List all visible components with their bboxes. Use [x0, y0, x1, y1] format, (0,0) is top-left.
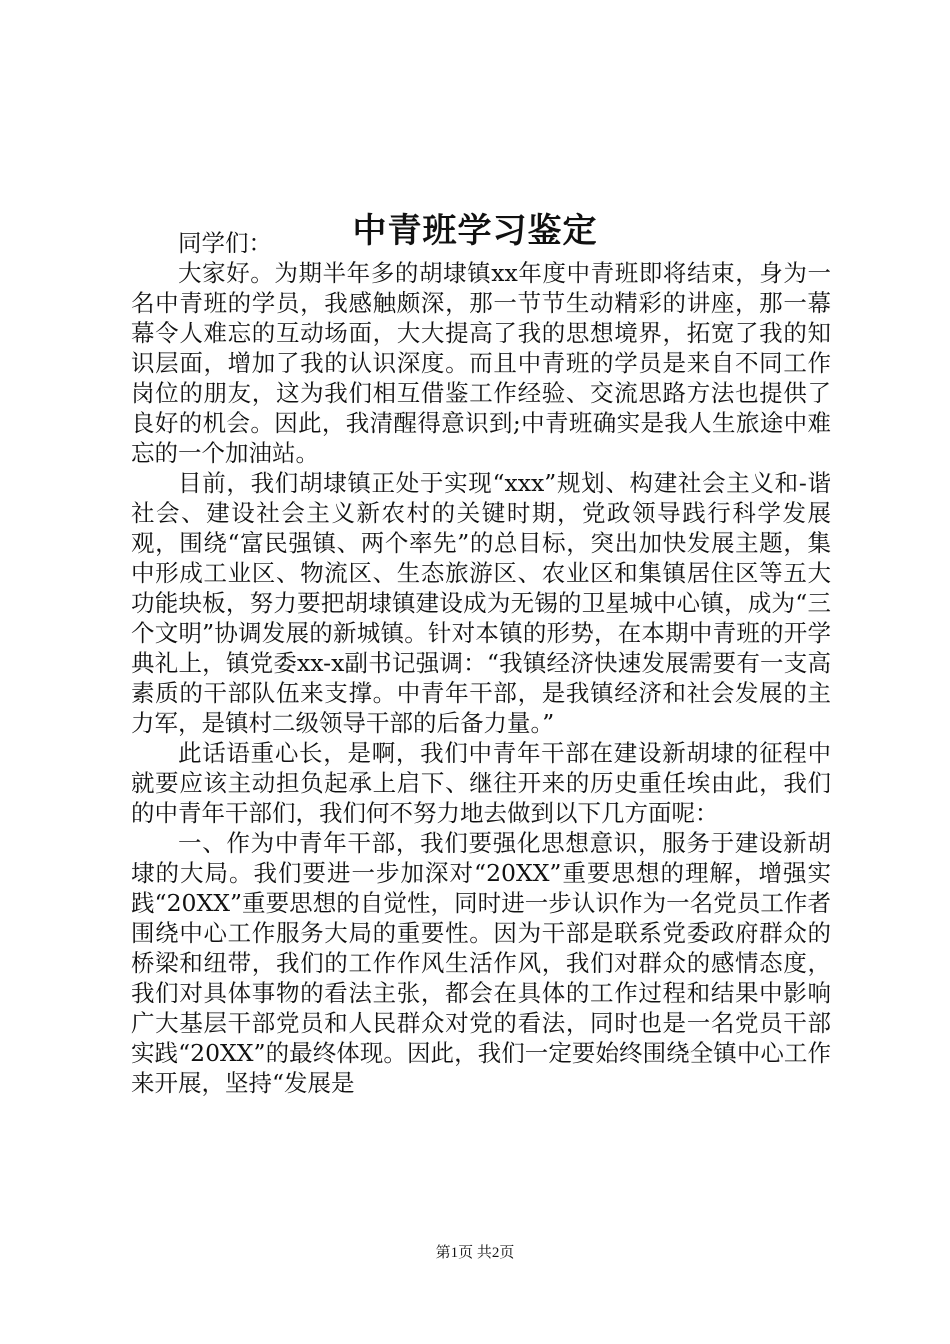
- document-title: 中青班学习鉴定: [352, 210, 598, 251]
- body-paragraph: 此话语重心长，是啊，我们中青年干部在建设新胡埭的征程中就要应该主动担负起承上启下、继往开来的历史重任埃由此，我们的中青年干部们，我们何不努力地去做到以下几方面呢：: [131, 739, 831, 827]
- body-paragraph: 一、作为中青年干部，我们要强化思想意识，服务于建设新胡埭的大局。我们要进一步加深对“20XX”重要思想的理解，增强实践“20XX”重要思想的自觉性，同时进一步认识作为一名党员工作者围绕中心工作服务大局的重要性。因为干部是联系党委政府群众的桥梁和纽带，我们的工作作风生活作风，我们对群众的感情态度，我们对具体事物的看法主张，都会在具体的工作过程和结果中影响广大基层干部党员和人民群众对党的看法，同时也是一名党员干部实践“20XX”的最终体现。因此，我们一定要始终围绕全镇中心工作来开展，坚持“发展是: [131, 829, 831, 1097]
- page-number-footer: 第1页 共2页: [435, 1245, 515, 1261]
- body-paragraph: 大家好。为期半年多的胡埭镇xx年度中青班即将结束，身为一名中青班的学员，我感触颇深，那一节节生动精彩的讲座，那一幕幕令人难忘的互动场面，大大提高了我的思想境界，拓宽了我的知识层面，增加了我的认识深度。而且中青班的学员是来自不同工作岗位的朋友，这为我们相互借鉴工作经验、交流思路方法也提供了良好的机会。因此，我清醒得意识到;中青班确实是我人生旅途中难忘的一个加油站。: [131, 259, 831, 467]
- greeting-paragraph: 同学们：: [178, 229, 272, 257]
- body-paragraph: 目前，我们胡埭镇正处于实现“xxx”规划、构建社会主义和-谐社会、建设社会主义新农村的关键时期，党政领导践行科学发展观，围绕“富民强镇、两个率先”的总目标，突出加快发展主题，集中形成工业区、物流区、生态旅游区、农业区和集镇居住区等五大功能块板，努力要把胡埭镇建设成为无锡的卫星城中心镇，成为“三个文明”协调发展的新城镇。针对本镇的形势，在本期中青班的开学典礼上，镇党委xx-x副书记强调：“我镇经济快速发展需要有一支高素质的干部队伍来支撑。中青年干部，是我镇经济和社会发展的主力军，是镇村二级领导干部的后备力量。”: [131, 469, 831, 737]
- document-body: [131, 228, 831, 1098]
